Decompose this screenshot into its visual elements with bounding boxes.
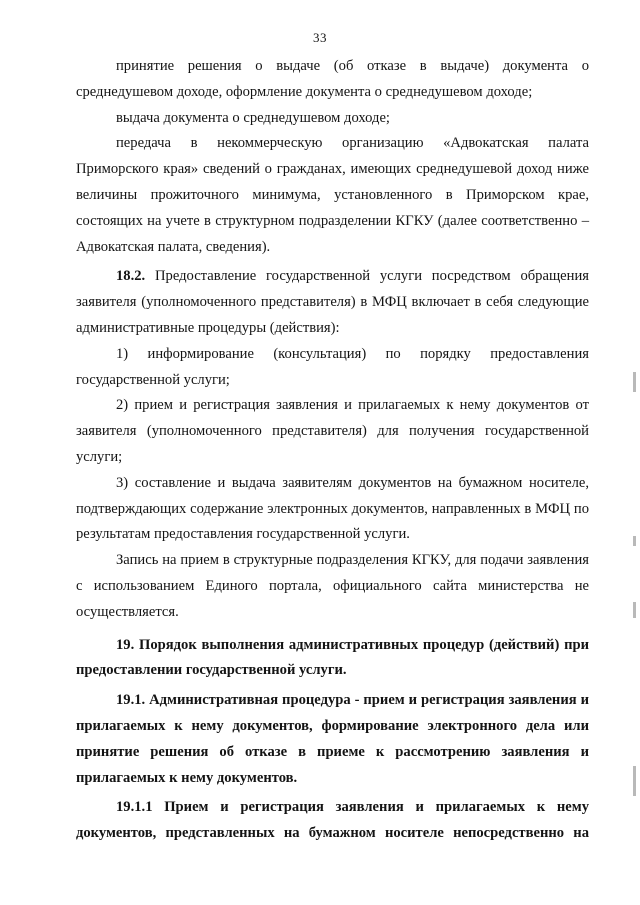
list-item-2: 2) прием и регистрация заявления и прилагаемых к нему документов от заявителя (уполномоченного представителя) для получения государственной услуги; xyxy=(76,397,589,465)
paragraph-transfer: передача в некоммерческую организацию «Адвокатская палата Приморского края» сведений о гражданах, имеющих среднедушевой доход ниже величины прожиточного минимума, установленного в Приморском крае, состоящих на учете в структурном подразделении КГКУ (далее соответственно – Адвокатская палата, сведения). xyxy=(76,135,589,255)
section-heading-19: 19. Порядок выполнения административных процедур (действий) при предоставлении государственной услуги. xyxy=(76,636,589,679)
scan-mark xyxy=(633,766,636,796)
scan-edge-marks xyxy=(632,0,636,905)
scan-mark xyxy=(633,372,636,392)
list-item-1: 1) информирование (консультация) по порядку предоставления государственной услуги; xyxy=(76,345,589,388)
list-item-3: 3) составление и выдача заявителям документов на бумажном носителе, подтверждающих содержание электронных документов, направленных в МФЦ по результатам предоставления государственной услуги. xyxy=(76,474,589,543)
paragraph-19-1-1 xyxy=(76,795,589,847)
document-body xyxy=(76,54,589,847)
clause-text: Прием и регистрация заявления и прилагаемых к нему документов, представленных на бумажном носителе непосредственно на xyxy=(76,799,589,842)
clause-number: 19.1.1 xyxy=(116,799,153,816)
clause-number: 18.2. xyxy=(116,268,146,285)
clause-text: Предоставление государственной услуги посредством обращения заявителя (уполномоченного представителя) в МФЦ включает в себя следующие административные процедуры (действия): xyxy=(76,268,589,336)
paragraph-appointment: Запись на прием в структурные подразделения КГКУ, для подачи заявления с использованием Единого портала, официального сайта министерства не осуществляется. xyxy=(76,552,589,620)
paragraph-issuance: выдача документа о среднедушевом доходе; xyxy=(116,109,390,126)
paragraph-18-2 xyxy=(76,264,589,341)
paragraph-decision: принятие решения о выдаче (об отказе в выдаче) документа о среднедушевом доходе, оформление документа о среднедушевом доходе; xyxy=(76,58,589,100)
scan-mark xyxy=(633,536,636,546)
scan-mark xyxy=(633,602,636,618)
page-number: 33 xyxy=(313,30,327,45)
section-heading-19-1: 19.1. Административная процедура - прием и регистрация заявления и прилагаемых к нему документов, формирование электронного дела или принятие решения об отказе в приеме к рассмотрению заявления и прилагаемых к нему документов. xyxy=(76,692,589,786)
